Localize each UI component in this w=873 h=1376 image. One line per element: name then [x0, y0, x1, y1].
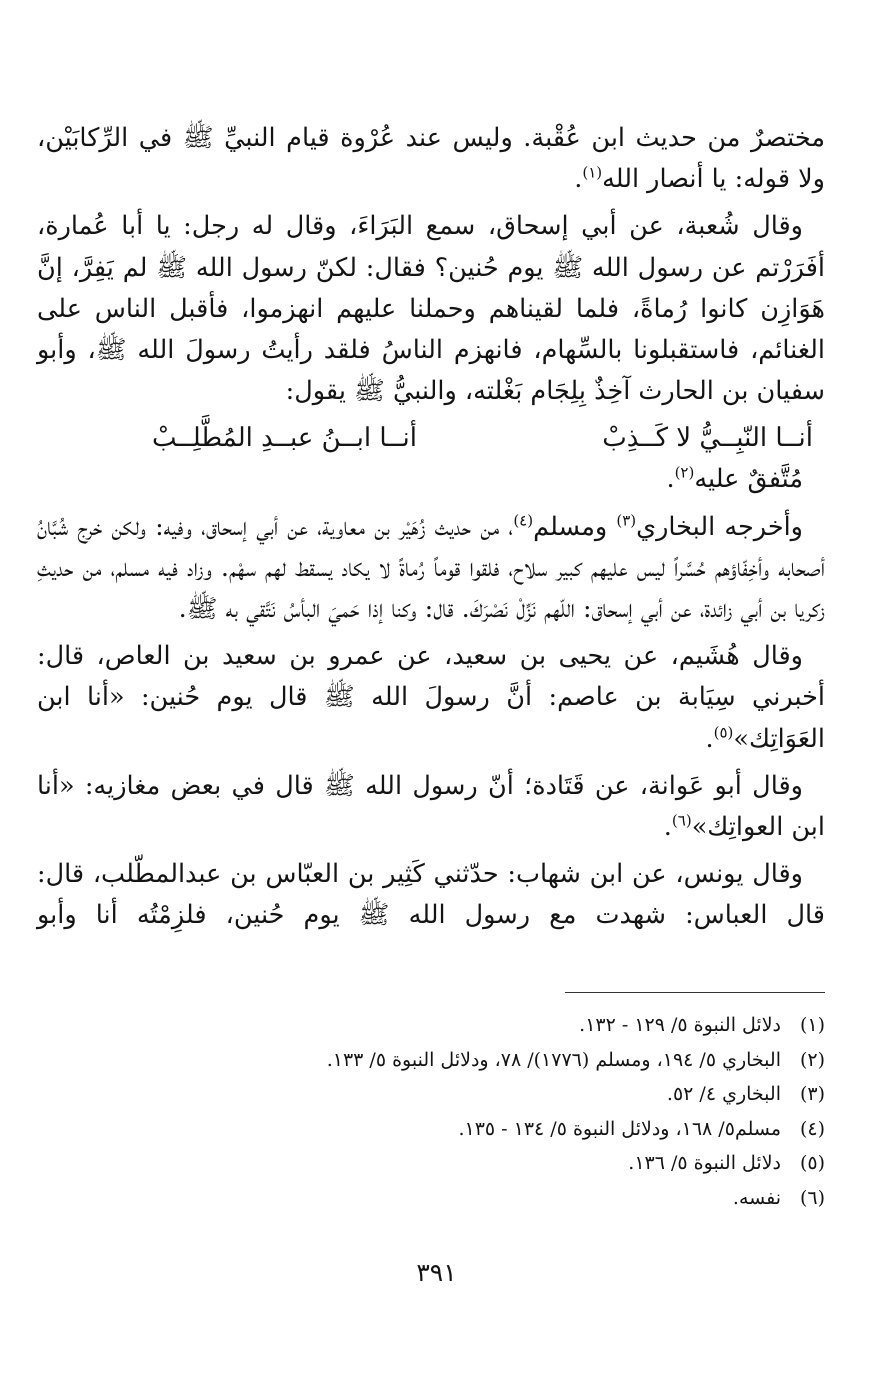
footnote-item: [125, 1043, 825, 1078]
footnote-ref: (٣): [616, 511, 637, 530]
footnote-item: [125, 1146, 825, 1181]
footnote-separator: [565, 992, 825, 993]
verse-hemistich-right: أنــا النّبِــيُّ لا كَــذِبْ: [602, 423, 813, 454]
paragraph-text: مُتَّفقٌ عليه: [694, 464, 803, 495]
footnote-number: (٢): [799, 1048, 825, 1071]
paragraph-text: وقال أبو عَوانة، عن قَتَادة؛ أنّ رسول الله ﷺ قال في بعض مغازيه: «أنا ابن العواتِك»: [37, 770, 825, 843]
footnote-number: (٥): [799, 1152, 825, 1174]
paragraph-text: مختصرٌ من حديث ابن عُقْبة. وليس عند عُرْوة قيام النبيِّ ﷺ في الرِّكابَيْن، ولا قوله: يا أنصار الله: [37, 123, 825, 195]
footnote-ref: (٦): [671, 811, 692, 830]
main-text: [37, 118, 825, 943]
paragraph-6: [37, 766, 825, 848]
paragraph-text: وقال شُعبة، عن أبي إسحاق، سمع البَرَاءَ، وقال له رجل: يا أبا عُمارة، أفَرَرْتم عن رسول الله ﷺ يوم حُنين؟ فقال: لكنّ رسول الله ﷺ لم يَفِرَّ، إنَّ هَوَازِن كانوا رُماةً، فلما لقيناهم وحملنا عليهم انهزموا، فأقبل الناس على الغنائم، فاستقبلونا بالسِّهام، فانهزم الناسُ فلقد رأيتُ رسولَ الله ﷺ، وأبو سفيان بن الحارث آخِذٌ بِلِجَام بَغْلته، والنبيُّ ﷺ يقول:: [37, 211, 825, 407]
footnote-number: (٤): [799, 1117, 825, 1140]
verse-hemistich-left: أنــا ابــنُ عبــدِ المُطَّلِــبْ: [151, 423, 417, 454]
paragraph-text: وقال هُشَيم، عن يحيى بن سعيد، عن عمرو بن سعيد بن العاص، قال: أخبرني سِيَابة بن عاصم: أنَّ رسولَ الله ﷺ قال يوم حُنين: «أنا ابن العَوَاتِك»: [37, 641, 825, 754]
paragraph-end: .: [666, 464, 675, 495]
footnote-item: [125, 1008, 825, 1043]
footnote-item: [125, 1181, 825, 1216]
footnote-number: (٣): [799, 1083, 825, 1105]
footnote-ref: (٥): [713, 723, 734, 742]
footnote-item: [125, 1077, 825, 1112]
paragraph-4: [37, 507, 825, 631]
paragraph-1: [37, 118, 825, 200]
paragraph-text: وقال يونس، عن ابن شهاب: حدّثني كَثِير بن العبّاس بن عبدالمطّلب، قال: قال العباس: شهدت مع رسول الله ﷺ يوم حُنين، فلزِمْتُه أنا وأبو: [37, 859, 825, 931]
page-number: ٣٩١: [416, 1258, 457, 1287]
paragraph-text: ومسلم: [533, 511, 617, 542]
paragraph-5: [37, 636, 825, 760]
footnote-text: نفسه.: [732, 1186, 781, 1209]
paragraph-text: وأخرجه البخاري: [636, 511, 803, 542]
footnote-ref: (٢): [674, 463, 695, 482]
paragraph-end: .: [705, 723, 714, 754]
footnote-text: مسلم٥/ ١٦٨، ودلائل النبوة ٥/ ١٣٤ - ١٣٥.: [458, 1117, 781, 1140]
footnote-text: دلائل النبوة ٥/ ١٣٦.: [628, 1152, 781, 1174]
footnote-ref: (٤): [513, 511, 534, 530]
footnote-number: (٦): [799, 1186, 825, 1209]
paragraph-end: .: [574, 164, 583, 195]
footnote-text: البخاري ٥/ ١٩٤، ومسلم (١٧٧٦)/ ٧٨، ودلائل النبوة ٥/ ١٣٣.: [326, 1048, 781, 1071]
footnotes: [125, 1008, 825, 1215]
paragraph-2: [37, 206, 825, 412]
paragraph-3: [37, 459, 825, 500]
footnote-ref: (١): [582, 163, 603, 182]
paragraph-end: .: [663, 812, 672, 843]
footnote-text: البخاري ٤/ ٥٢.: [666, 1083, 781, 1105]
footnote-number: (١): [799, 1014, 825, 1036]
footnote-text: دلائل النبوة ٥/ ١٢٩ - ١٣٢.: [579, 1014, 781, 1036]
paragraph-7: [37, 854, 825, 936]
footnote-item: [125, 1112, 825, 1147]
poetry-verse: [37, 418, 825, 459]
paragraph-text: ، من حديث زُهَيْر بن معاوية، عن أبي إسحاق، وفيه: ولكن خرج شُبَّانُ أصحابه وأخِفّاؤهم حُسَّراً ليس عليهم كبير سلاح، فلقوا قوماً رُماةً لا يكاد يسقط لهم سهْم. وزاد فيه مسلم، من حديثِ زكريا بن أبي زائدة، عن أبي إسحاق: اللّهم نَزِّلْ نَصْرَكَ. قال: وكنا إذا حَميَ البأسُ نَتَّقي به ﷺ.: [37, 511, 825, 625]
